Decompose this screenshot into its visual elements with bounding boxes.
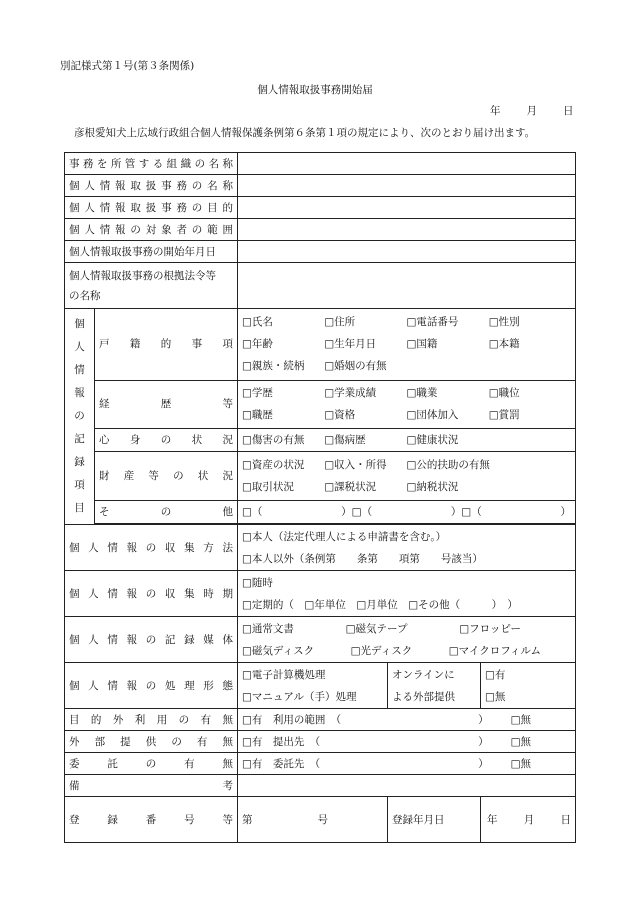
start-date-label: 個人情報取扱事務の開始年月日: [65, 241, 238, 263]
collection-time-options: [238, 571, 576, 617]
processing-options: [238, 663, 388, 709]
remarks-label: 備 考: [65, 775, 238, 797]
remarks-field[interactable]: [238, 775, 576, 797]
checkbox-anytime[interactable]: □随時: [242, 576, 273, 589]
online-provision-label: オンラインに よる外部提供: [388, 663, 481, 709]
record-items-header: 個 人 情 報 の 記 録 項 目: [65, 309, 95, 525]
date-month-label: 月: [526, 105, 537, 117]
checkbox-taxation[interactable]: □課税状況: [324, 480, 377, 493]
consignment-options: □有 委託先 （ ） □無: [238, 753, 576, 775]
checkbox-position[interactable]: □職位: [488, 387, 520, 400]
checkbox-name[interactable]: □氏名: [242, 316, 273, 329]
registration-date-field[interactable]: 年 月 日: [481, 797, 576, 843]
checkbox-consignment-none[interactable]: □無: [510, 757, 531, 770]
legal-basis-field[interactable]: [238, 263, 576, 309]
checkbox-work-history[interactable]: □職歴: [242, 409, 273, 422]
checkbox-group-membership[interactable]: □団体加入: [406, 409, 459, 422]
org-name-field[interactable]: [238, 153, 576, 175]
start-date-field[interactable]: [238, 241, 576, 263]
checkbox-injury[interactable]: □傷害の有無: [242, 434, 305, 447]
checkbox-external-use-none[interactable]: □無: [510, 713, 531, 726]
form-title: 個人情報取扱事務開始届: [257, 84, 373, 96]
purpose-label: 個人情報取扱事務の目的: [65, 197, 238, 219]
checkbox-other-3[interactable]: ）□（: [450, 505, 482, 518]
other-options: [238, 500, 576, 523]
health-label: 心 身 の 状 況: [95, 429, 238, 452]
family-register-options: [238, 309, 576, 381]
external-provision-label: 外部提供の有無: [65, 731, 238, 753]
consignment-label: 委 託 の 有 無: [65, 753, 238, 775]
checkbox-address[interactable]: □住所: [324, 316, 356, 329]
notification-form-table: [64, 152, 576, 843]
checkbox-external-use[interactable]: □有 利用の範囲 （: [242, 713, 342, 726]
purpose-field[interactable]: [238, 197, 576, 219]
collection-method-label: 個人情報の収集方法: [65, 525, 238, 571]
checkbox-sex[interactable]: □性別: [488, 316, 520, 329]
checkbox-external-provision-none[interactable]: □無: [510, 735, 531, 748]
assets-options: [238, 452, 576, 500]
checkbox-other-2[interactable]: ）□（: [341, 505, 373, 518]
media-options: [238, 617, 576, 663]
career-label: 経 歴 等: [95, 380, 238, 428]
assets-label: 財 産 等 の 状 況: [95, 452, 238, 500]
checkbox-domicile[interactable]: □本籍: [488, 338, 520, 351]
checkbox-birthdate[interactable]: □生年月日: [324, 338, 377, 351]
checkbox-awards[interactable]: □賞罰: [488, 409, 520, 422]
subject-scope-label: 個人情報の対象者の範囲: [65, 219, 238, 241]
registration-label: 登 録 番 号 等: [65, 797, 238, 843]
online-provision-options: [481, 663, 576, 709]
submission-date: [490, 103, 574, 118]
org-name-label: 事務を所管する組織の名称: [65, 153, 238, 175]
affair-name-label: 個人情報取扱事務の名称: [65, 175, 238, 197]
checkbox-income[interactable]: □収入・所得: [324, 458, 387, 471]
other-close: ）: [560, 505, 571, 518]
checkbox-external-provision[interactable]: □有 提出先 （: [242, 735, 321, 748]
checkbox-online-no[interactable]: □無: [485, 690, 506, 703]
checkbox-consignment[interactable]: □有 委託先 （: [242, 757, 321, 770]
collection-method-options: [238, 525, 576, 571]
health-options: [238, 429, 576, 452]
checkbox-medical-history[interactable]: □傷病歴: [324, 434, 366, 447]
checkbox-health[interactable]: □健康状況: [406, 434, 459, 447]
checkbox-relatives[interactable]: □親族・続柄: [242, 360, 305, 373]
checkbox-other-1[interactable]: □（: [242, 505, 263, 518]
date-day-label: 日: [563, 105, 574, 117]
checkbox-nationality[interactable]: □国籍: [406, 338, 438, 351]
checkbox-assets[interactable]: □資産の状況: [242, 458, 305, 471]
checkbox-age[interactable]: □年齢: [242, 338, 273, 351]
checkbox-magnetic-disk[interactable]: □磁気ディスク: [242, 644, 315, 657]
checkbox-grades[interactable]: □学業成績: [324, 387, 377, 400]
checkbox-periodic[interactable]: □定期的（ □年単位 □月単位 □その他（ ） ）: [242, 598, 518, 611]
date-year-label: 年: [490, 105, 501, 117]
checkbox-education[interactable]: □学歴: [242, 387, 273, 400]
checkbox-manual[interactable]: □マニュアル（手）処理: [242, 690, 357, 703]
checkbox-qualification[interactable]: □資格: [324, 409, 356, 422]
subject-scope-field[interactable]: [238, 219, 576, 241]
legal-basis-label: 個人情報取扱事務の根拠法令等 の名称: [65, 263, 238, 309]
affair-name-field[interactable]: [238, 175, 576, 197]
checkbox-transactions[interactable]: □取引状況: [242, 480, 294, 493]
form-caption: 別記様式第１号(第３条関係): [60, 60, 195, 72]
external-use-options: □有 利用の範囲 （ ） □無: [238, 709, 576, 731]
registration-date-label: 登録年月日: [388, 797, 481, 843]
checkbox-tax-payment[interactable]: □納税状況: [406, 480, 459, 493]
registration-number[interactable]: 第 号: [238, 797, 388, 843]
checkbox-computer[interactable]: □電子計算機処理: [242, 668, 326, 681]
checkbox-non-self[interactable]: □本人以外（条例第 条第 項第 号該当）: [242, 552, 483, 565]
checkbox-public-assistance[interactable]: □公的扶助の有無: [406, 458, 490, 471]
checkbox-magnetic-tape[interactable]: □磁気テープ: [345, 622, 408, 635]
career-options: [238, 380, 576, 428]
checkbox-microfilm[interactable]: □マイクロフィルム: [448, 644, 541, 657]
family-register-label: 戸 籍 的 事 項: [95, 309, 238, 381]
media-label: 個人情報の記録媒体: [65, 617, 238, 663]
checkbox-self[interactable]: □本人（法定代理人による申請書を含む。）: [242, 530, 447, 543]
external-use-label: 目的外利用の有無: [65, 709, 238, 731]
processing-label: 個人情報の処理形態: [65, 663, 238, 709]
checkbox-phone[interactable]: □電話番号: [406, 316, 459, 329]
collection-time-label: 個人情報の収集時期: [65, 571, 238, 617]
checkbox-optical-disk[interactable]: □光ディスク: [350, 644, 413, 657]
other-label: そ の 他: [95, 500, 238, 523]
checkbox-occupation[interactable]: □職業: [406, 387, 438, 400]
checkbox-floppy[interactable]: □フロッピー: [459, 622, 521, 635]
checkbox-marital[interactable]: □婚姻の有無: [324, 360, 387, 373]
intro-statement: 彦根愛知犬上広域行政組合個人情報保護条例第６条第１項の規定により、次のとおり届け出ます。: [74, 127, 536, 139]
external-provision-options: □有 提出先 （ ） □無: [238, 731, 576, 753]
checkbox-paper[interactable]: □通常文書: [242, 622, 294, 635]
checkbox-online-yes[interactable]: □有: [485, 668, 506, 681]
